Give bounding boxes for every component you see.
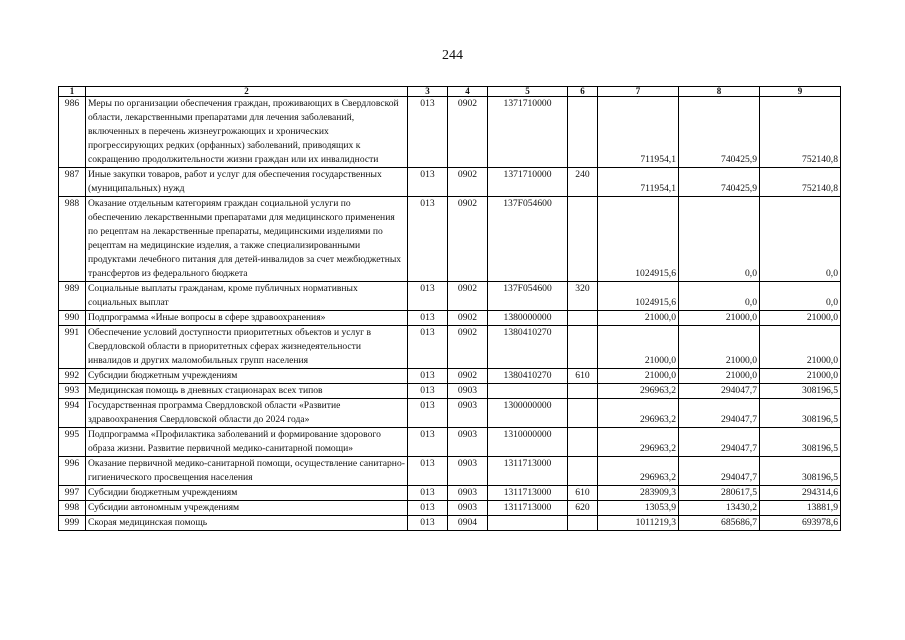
col-8-value: 21000,0 [679, 326, 760, 369]
table-row [59, 311, 841, 326]
col-7-value: 711954,1 [598, 97, 679, 168]
row-number: 991 [59, 326, 86, 369]
col-4-value: 0903 [448, 428, 488, 457]
row-name: Подпрограмма «Профилактика заболеваний и формирование здорового образа жизни. Развитие первичной медико-санитарной помощи» [86, 428, 408, 457]
row-name: Социальные выплаты гражданам, кроме публичных нормативных социальных выплат [86, 282, 408, 311]
row-number: 995 [59, 428, 86, 457]
col-3-value: 013 [408, 369, 448, 384]
row-number: 992 [59, 369, 86, 384]
col-6-value [568, 311, 598, 326]
col-4-value: 0903 [448, 399, 488, 428]
col-3-value: 013 [408, 501, 448, 516]
col-9-value: 752140,8 [760, 97, 841, 168]
table-row [59, 457, 841, 486]
table-row [59, 326, 841, 369]
col-6-value: 240 [568, 168, 598, 197]
col-4-value: 0902 [448, 197, 488, 282]
col-6-value: 610 [568, 486, 598, 501]
row-number: 993 [59, 384, 86, 399]
col-8-value: 740425,9 [679, 97, 760, 168]
col-4-value: 0902 [448, 282, 488, 311]
col-6-value [568, 428, 598, 457]
col-9-value: 308196,5 [760, 399, 841, 428]
row-number: 997 [59, 486, 86, 501]
col-4-value: 0902 [448, 97, 488, 168]
col-9-value: 0,0 [760, 282, 841, 311]
col-6-value [568, 326, 598, 369]
row-name: Иные закупки товаров, работ и услуг для обеспечения государственных (муниципальных) нужд [86, 168, 408, 197]
column-header: 8 [679, 87, 760, 97]
col-6-value [568, 384, 598, 399]
col-4-value: 0903 [448, 457, 488, 486]
col-7-value: 296963,2 [598, 399, 679, 428]
col-8-value: 294047,7 [679, 428, 760, 457]
col-4-value: 0903 [448, 384, 488, 399]
col-8-value: 280617,5 [679, 486, 760, 501]
col-5-value: 1380410270 [488, 326, 568, 369]
col-6-value [568, 197, 598, 282]
row-number: 990 [59, 311, 86, 326]
col-5-value: 1300000000 [488, 399, 568, 428]
col-4-value: 0902 [448, 326, 488, 369]
col-3-value: 013 [408, 486, 448, 501]
col-9-value: 308196,5 [760, 457, 841, 486]
col-7-value: 711954,1 [598, 168, 679, 197]
col-9-value: 308196,5 [760, 428, 841, 457]
row-number: 994 [59, 399, 86, 428]
row-number: 987 [59, 168, 86, 197]
col-9-value: 13881,9 [760, 501, 841, 516]
col-8-value: 685686,7 [679, 516, 760, 531]
col-3-value: 013 [408, 326, 448, 369]
row-number: 998 [59, 501, 86, 516]
row-number: 986 [59, 97, 86, 168]
budget-table [58, 86, 841, 531]
row-name: Государственная программа Свердловской области «Развитие здравоохранения Свердловской области до 2024 года» [86, 399, 408, 428]
row-number: 989 [59, 282, 86, 311]
column-header: 7 [598, 87, 679, 97]
col-7-value: 1024915,6 [598, 282, 679, 311]
col-5-value: 1380410270 [488, 369, 568, 384]
col-3-value: 013 [408, 428, 448, 457]
row-number: 999 [59, 516, 86, 531]
col-8-value: 0,0 [679, 282, 760, 311]
col-8-value: 294047,7 [679, 384, 760, 399]
col-7-value: 13053,9 [598, 501, 679, 516]
row-name: Подпрограмма «Иные вопросы в сфере здравоохранения» [86, 311, 408, 326]
table-row [59, 97, 841, 168]
table-row [59, 486, 841, 501]
col-8-value: 13430,2 [679, 501, 760, 516]
table-row [59, 282, 841, 311]
row-name: Оказание первичной медико-санитарной помощи, осуществление санитарно-гигиенического просвещения населения [86, 457, 408, 486]
col-3-value: 013 [408, 399, 448, 428]
row-name: Субсидии бюджетным учреждениям [86, 486, 408, 501]
table-row [59, 516, 841, 531]
table-row [59, 399, 841, 428]
row-name: Обеспечение условий доступности приоритетных объектов и услуг в Свердловской области в приоритетных сферах жизнедеятельности инвалидов и других маломобильных групп населения [86, 326, 408, 369]
col-9-value: 21000,0 [760, 311, 841, 326]
col-4-value: 0903 [448, 486, 488, 501]
col-6-value: 620 [568, 501, 598, 516]
col-3-value: 013 [408, 282, 448, 311]
row-name: Меры по организации обеспечения граждан, проживающих в Свердловской области, лекарственными препаратами для лечения заболеваний, включенных в перечень жизнеугрожающих и хронических прогрессирующих редких (орфанных) заболеваний, приводящих к сокращению продолжительности жизни граждан или их инвалидности [86, 97, 408, 168]
col-6-value [568, 97, 598, 168]
col-8-value: 740425,9 [679, 168, 760, 197]
col-5-value: 1310000000 [488, 428, 568, 457]
col-6-value: 320 [568, 282, 598, 311]
col-5-value [488, 384, 568, 399]
col-5-value: 137F054600 [488, 282, 568, 311]
col-7-value: 21000,0 [598, 311, 679, 326]
col-6-value [568, 457, 598, 486]
col-9-value: 21000,0 [760, 369, 841, 384]
row-name: Медицинская помощь в дневных стационарах всех типов [86, 384, 408, 399]
column-header: 1 [59, 87, 86, 97]
column-header: 5 [488, 87, 568, 97]
page-number: 244 [442, 48, 463, 63]
col-8-value: 21000,0 [679, 369, 760, 384]
col-7-value: 1011219,3 [598, 516, 679, 531]
col-7-value: 1024915,6 [598, 197, 679, 282]
col-7-value: 296963,2 [598, 457, 679, 486]
col-5-value: 1371710000 [488, 168, 568, 197]
row-name: Скорая медицинская помощь [86, 516, 408, 531]
col-6-value: 610 [568, 369, 598, 384]
col-9-value: 21000,0 [760, 326, 841, 369]
col-3-value: 013 [408, 384, 448, 399]
row-number: 996 [59, 457, 86, 486]
col-4-value: 0902 [448, 369, 488, 384]
col-6-value [568, 516, 598, 531]
col-7-value: 296963,2 [598, 428, 679, 457]
table-row [59, 428, 841, 457]
col-7-value: 21000,0 [598, 326, 679, 369]
column-header: 6 [568, 87, 598, 97]
col-9-value: 0,0 [760, 197, 841, 282]
table-row [59, 384, 841, 399]
row-name: Оказание отдельным категориям граждан социальной услуги по обеспечению лекарственными препаратами для медицинского применения по рецептам на лекарственные препараты, медицинскими изделиями по рецептам на медицинские изделия, а также специализированными продуктами лечебного питания для детей-инвалидов за счет межбюджетных трансфертов из федерального бюджета [86, 197, 408, 282]
col-5-value: 1311713000 [488, 486, 568, 501]
row-name: Субсидии бюджетным учреждениям [86, 369, 408, 384]
col-3-value: 013 [408, 516, 448, 531]
col-8-value: 294047,7 [679, 399, 760, 428]
col-9-value: 294314,6 [760, 486, 841, 501]
table-row [59, 197, 841, 282]
col-7-value: 296963,2 [598, 384, 679, 399]
col-8-value: 0,0 [679, 197, 760, 282]
col-3-value: 013 [408, 197, 448, 282]
table-row [59, 369, 841, 384]
col-3-value: 013 [408, 311, 448, 326]
col-7-value: 283909,3 [598, 486, 679, 501]
col-7-value: 21000,0 [598, 369, 679, 384]
col-9-value: 693978,6 [760, 516, 841, 531]
column-header: 2 [86, 87, 408, 97]
column-header: 9 [760, 87, 841, 97]
col-5-value [488, 516, 568, 531]
col-5-value: 1311713000 [488, 501, 568, 516]
col-4-value: 0902 [448, 168, 488, 197]
col-3-value: 013 [408, 97, 448, 168]
col-9-value: 752140,8 [760, 168, 841, 197]
col-9-value: 308196,5 [760, 384, 841, 399]
col-8-value: 21000,0 [679, 311, 760, 326]
row-number: 988 [59, 197, 86, 282]
col-8-value: 294047,7 [679, 457, 760, 486]
row-name: Субсидии автономным учреждениям [86, 501, 408, 516]
col-3-value: 013 [408, 457, 448, 486]
col-5-value: 1311713000 [488, 457, 568, 486]
col-4-value: 0904 [448, 516, 488, 531]
col-6-value [568, 399, 598, 428]
header-row [59, 87, 841, 97]
col-5-value: 1371710000 [488, 97, 568, 168]
col-5-value: 137F054600 [488, 197, 568, 282]
column-header: 4 [448, 87, 488, 97]
col-4-value: 0903 [448, 501, 488, 516]
table-row [59, 168, 841, 197]
col-3-value: 013 [408, 168, 448, 197]
col-5-value: 1380000000 [488, 311, 568, 326]
table-row [59, 501, 841, 516]
column-header: 3 [408, 87, 448, 97]
col-4-value: 0902 [448, 311, 488, 326]
